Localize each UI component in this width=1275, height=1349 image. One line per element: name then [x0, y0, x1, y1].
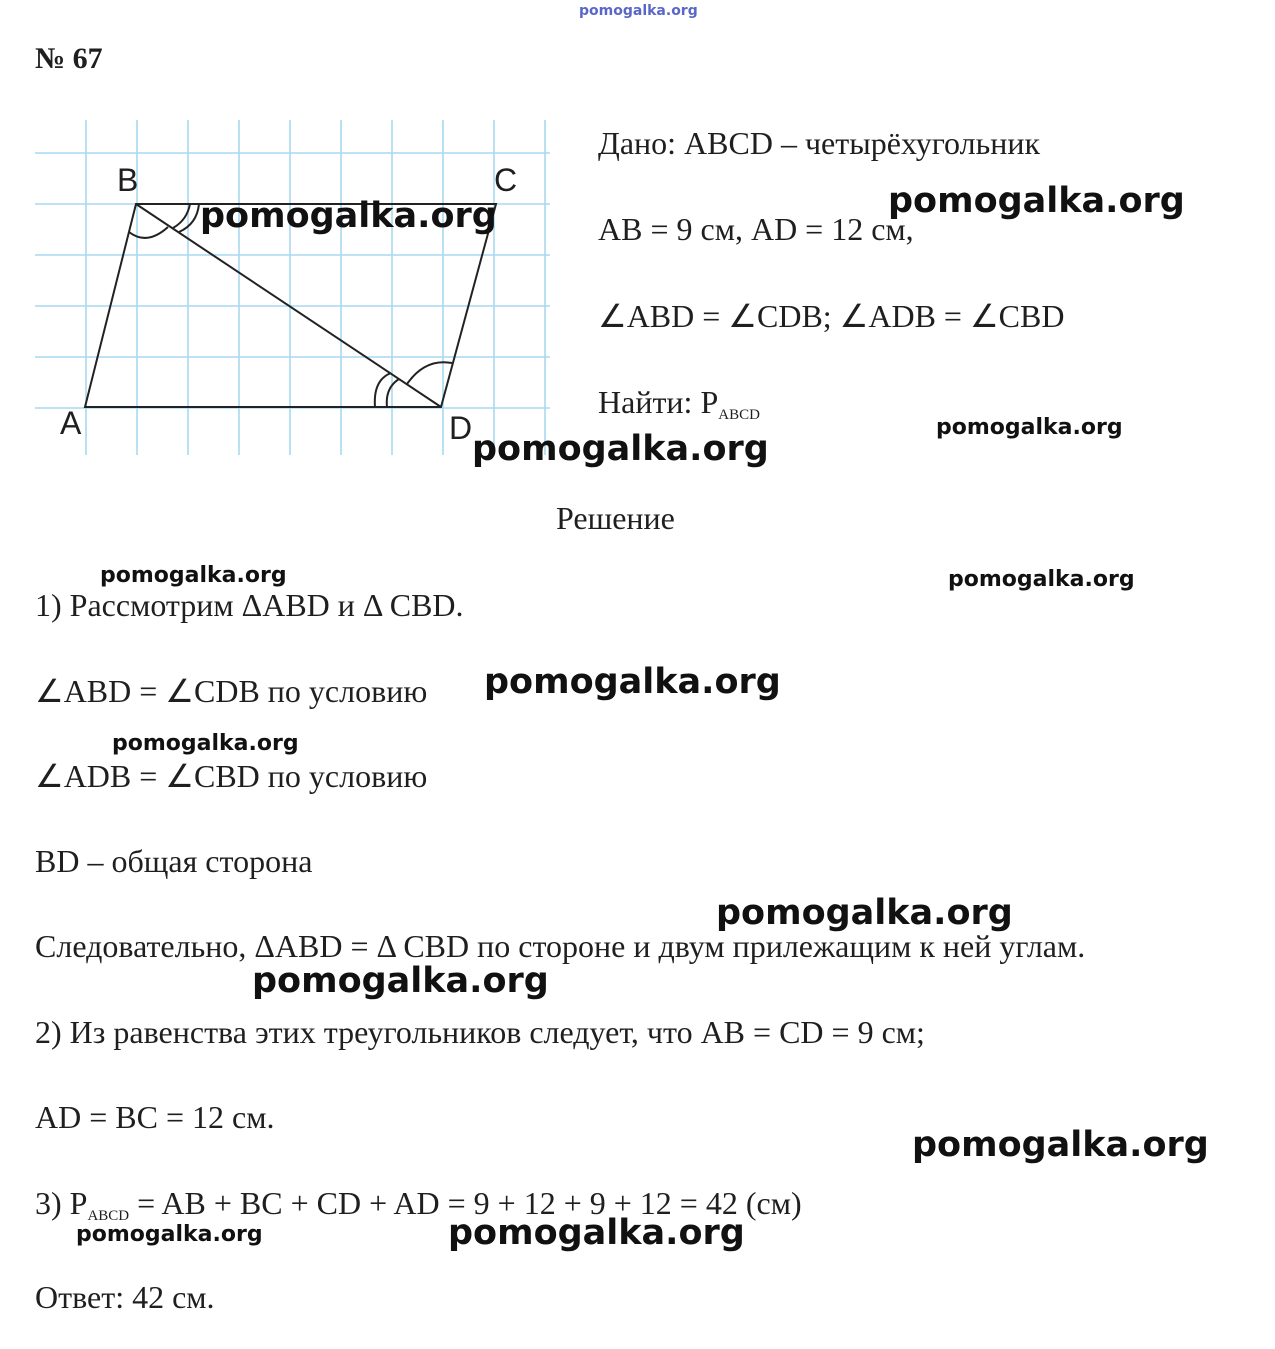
problem-number: № 67 [35, 42, 103, 75]
label-b: B [117, 162, 139, 198]
conclusion: Следовательно, ΔABD = Δ CBD по стороне и двум прилежащим к ней углам. [35, 928, 1086, 964]
watermark: pomogalka.org [888, 181, 1185, 221]
watermark: pomogalka.org [948, 567, 1135, 592]
watermark: pomogalka.org [112, 731, 299, 756]
watermark: pomogalka.org [472, 429, 769, 469]
angle-equality-2: ∠ADB = ∠CBD по условию [35, 758, 428, 794]
watermark: pomogalka.org [200, 196, 497, 236]
angle-equality-1: ∠ABD = ∠CDB по условию [35, 673, 428, 709]
watermark: pomogalka.org [448, 1213, 745, 1253]
top-watermark: pomogalka.org [579, 3, 698, 19]
answer: Ответ: 42 см. [35, 1279, 215, 1315]
find-subscript: ABCD [718, 407, 760, 423]
given-line-1: Дано: ABCD – четырёхугольник [598, 125, 1040, 161]
watermark: pomogalka.org [716, 893, 1013, 933]
label-c: C [494, 162, 518, 198]
step-3-subscript: ABCD [87, 1208, 130, 1224]
given-line-2: AB = 9 см, AD = 12 см, [598, 211, 914, 247]
given-line-3: ∠ABD = ∠CDB; ∠ADB = ∠CBD [598, 298, 1065, 334]
step-3-prefix: 3) P [35, 1185, 88, 1221]
step-2b: AD = BC = 12 см. [35, 1099, 275, 1135]
label-d: D [449, 410, 473, 446]
find-prefix: Найти: P [598, 384, 719, 420]
common-side: BD – общая сторона [35, 843, 313, 879]
watermark: pomogalka.org [76, 1222, 263, 1247]
find-line [598, 384, 760, 424]
angle-arc-adb-2 [387, 379, 399, 407]
angle-arc-cdb [407, 362, 452, 384]
watermark: pomogalka.org [484, 662, 781, 702]
angle-arc-abd [129, 227, 168, 238]
step-2: 2) Из равенства этих треугольников следует, что AB = CD = 9 см; [35, 1014, 925, 1050]
watermark: pomogalka.org [936, 415, 1123, 440]
watermark: pomogalka.org [252, 961, 549, 1001]
parallelogram-figure [35, 120, 555, 460]
watermark: pomogalka.org [100, 563, 287, 588]
watermark: pomogalka.org [912, 1125, 1209, 1165]
solution-heading: Решение [556, 500, 675, 536]
step-3-rest: = AB + BC + CD + AD = 9 + 12 + 9 + 12 = 42 (см) [129, 1185, 802, 1221]
label-a: A [60, 405, 82, 441]
step-1: 1) Рассмотрим ΔABD и Δ CBD. [35, 587, 464, 623]
